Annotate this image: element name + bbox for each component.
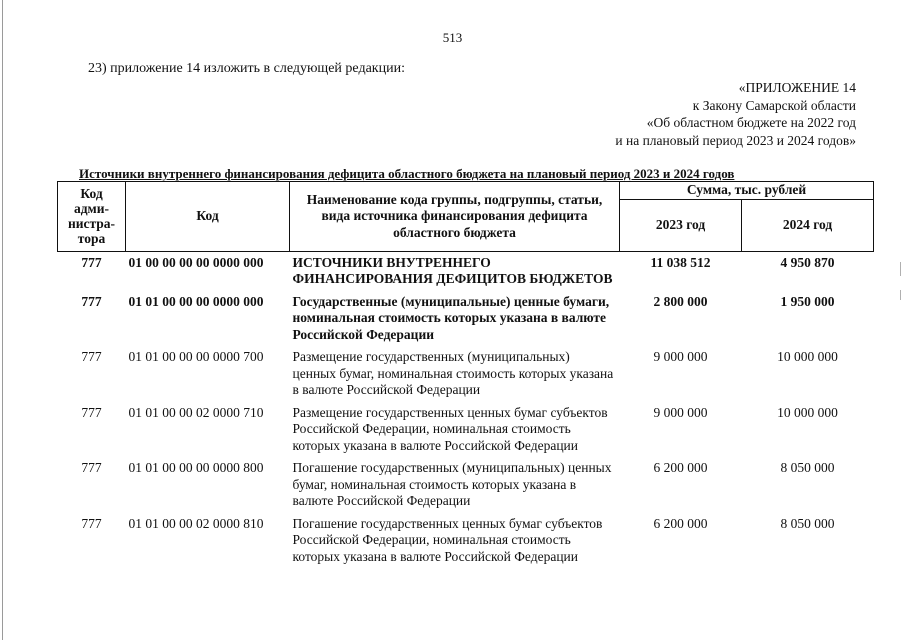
header-admin-code-line: адми- <box>73 201 110 217</box>
cell-admin-code: 777 <box>81 515 102 531</box>
cell-amount-2024: 1 950 000 <box>780 293 835 309</box>
cell-amount-2023: 2 800 000 <box>653 293 708 309</box>
table-row <box>58 460 874 516</box>
header-year-2024: 2024 год <box>742 199 874 251</box>
cell-code: 01 01 00 00 00 0000 700 <box>128 349 264 364</box>
scan-margin-mark <box>900 262 901 276</box>
header-admin-code <box>58 182 126 252</box>
cell-admin-code: 777 <box>81 293 102 309</box>
cell-amount-2024: 10 000 000 <box>777 349 838 364</box>
cell-name: Размещение государственных (муниципальных) ценных бумаг, номинальная стоимость которых указана в валюте Российской Федерации <box>292 349 614 397</box>
cell-amount-2023: 9 000 000 <box>653 404 708 420</box>
cell-code: 01 01 00 00 02 0000 710 <box>128 404 264 420</box>
appendix-header-line: «ПРИЛОЖЕНИЕ 14 <box>738 80 856 95</box>
appendix-header-line: «Об областном бюджете на 2022 год <box>646 115 856 130</box>
cell-amount-2023: 6 200 000 <box>653 460 708 475</box>
appendix-header-line: к Закону Самарской области <box>692 97 856 113</box>
table-row <box>58 516 874 572</box>
cell-amount-2023: 6 200 000 <box>653 515 708 531</box>
table-row <box>58 294 874 350</box>
appendix-header-line: и на плановый период 2023 и 2024 годов» <box>615 132 856 148</box>
table-title: Источники внутреннего финансирования дефицита областного бюджета на плановый период 2023 и 2024 годов <box>79 166 735 181</box>
cell-admin-code: 777 <box>81 254 102 270</box>
cell-amount-2024: 8 050 000 <box>780 515 835 531</box>
cell-admin-code: 777 <box>81 349 102 364</box>
table-body <box>58 251 874 571</box>
header-admin-code-line: тора <box>77 231 106 247</box>
cell-name: Размещение государственных ценных бумаг субъектов Российской Федерации, номинальная стоимость которых указана в валюте Российской Федерации <box>292 404 608 453</box>
cell-amount-2023: 9 000 000 <box>653 349 708 364</box>
cell-code: 01 00 00 00 00 0000 000 <box>128 254 264 270</box>
header-code: Код <box>126 182 290 252</box>
header-year-2023: 2023 год <box>620 199 742 251</box>
header-amount: Сумма, тыс. рублей <box>620 182 874 200</box>
cell-amount-2024: 4 950 870 <box>780 254 835 270</box>
cell-admin-code: 777 <box>81 460 102 475</box>
header-admin-code-line: Код <box>80 186 103 202</box>
cell-amount-2024: 10 000 000 <box>777 404 838 420</box>
table-row <box>58 251 874 294</box>
appendix-header <box>530 79 856 149</box>
financing-sources-table <box>57 181 874 571</box>
cell-code: 01 01 00 00 02 0000 810 <box>128 515 264 531</box>
cell-amount-2024: 8 050 000 <box>780 460 835 475</box>
cell-code: 01 01 00 00 00 0000 800 <box>128 460 264 475</box>
cell-name: Погашение государственных (муниципальных) ценных бумаг, номинальная стоимость которых указана в валюте Российской Федерации <box>292 460 612 508</box>
amendment-instruction: 23) приложение 14 изложить в следующей редакции: <box>88 61 405 76</box>
header-admin-code-line: нистра- <box>67 216 116 232</box>
cell-name: ИСТОЧНИКИ ВНУТРЕННЕГО ФИНАНСИРОВАНИЯ ДЕФИЦИТОВ БЮДЖЕТОВ <box>292 254 613 286</box>
cell-admin-code: 777 <box>81 404 102 420</box>
table-row <box>58 405 874 461</box>
cell-code: 01 01 00 00 00 0000 000 <box>128 293 264 309</box>
cell-name: Погашение государственных ценных бумаг субъектов Российской Федерации, номинальная стоимость которых указана в валюте Российской Федерации <box>292 515 603 564</box>
cell-name: Государственные (муниципальные) ценные бумаги, номинальная стоимость которых указана в валюте Российской Федерации <box>292 293 610 342</box>
scan-margin-mark <box>900 290 901 300</box>
table-row <box>58 349 874 405</box>
header-name: Наименование кода группы, подгруппы, статьи, вида источника финансирования дефицита областного бюджета <box>290 182 620 252</box>
page-number: 513 <box>442 30 463 45</box>
scan-edge-line <box>2 0 3 640</box>
cell-amount-2023: 11 038 512 <box>650 254 711 270</box>
